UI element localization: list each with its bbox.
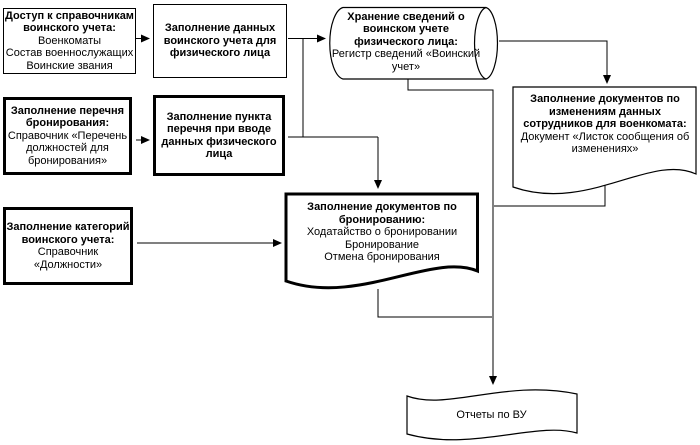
node-change-docs	[517, 93, 693, 177]
node-reserve-list-subtitle: Справочник «Перечень должностей для бронирования»	[7, 129, 128, 167]
node-fill-data-title: Заполнение данных воинского учета для физического лица	[163, 22, 277, 60]
node-storage-subtitle: Регистр сведений «Воинский учет»	[331, 48, 481, 73]
node-access-directories	[3, 8, 136, 74]
node-access-title: Доступ к справочникам воинского учета:	[5, 9, 134, 35]
edge-reservedocs-to-reports-join	[378, 289, 492, 317]
node-storage-title: Хранение сведений о воинском учете физического лица:	[347, 10, 465, 48]
node-reports	[408, 404, 575, 426]
node-access-item: Состав военнослужащих	[5, 47, 134, 60]
node-reports-title: Отчеты по ВУ	[456, 408, 527, 421]
node-storage	[330, 9, 482, 75]
edge-storage-to-changedocs	[499, 41, 607, 83]
node-reserve-docs-item: Отмена бронирования	[324, 251, 440, 263]
node-access-item: Воинские звания	[26, 59, 113, 72]
node-categories-title: Заполнение категорий воинского учета:	[6, 221, 130, 246]
node-fill-item-title: Заполнение пункта перечня при вводе данных физического лица	[161, 110, 277, 160]
node-categories	[3, 207, 133, 285]
node-access-item: Военкоматы	[37, 34, 102, 47]
node-fill-data	[153, 4, 287, 78]
node-reserve-list-title: Заполнение перечня бронирования:	[10, 104, 125, 130]
node-reserve-docs-title: Заполнение документов по бронированию:	[307, 201, 457, 226]
node-reserve-docs-item: Ходатайство о бронировании	[306, 226, 458, 238]
node-change-docs-title: Заполнение документов по изменениям данных сотрудников для военкомата:	[523, 93, 687, 130]
node-reserve-docs	[292, 201, 472, 277]
node-reserve-docs-item: Бронирование	[344, 238, 420, 251]
node-change-docs-subtitle: Документ «Листок сообщения об изменениях»	[520, 130, 690, 155]
node-fill-item	[153, 95, 285, 176]
node-reserve-list	[3, 97, 132, 175]
node-categories-subtitle: Справочник «Должности»	[33, 246, 103, 271]
